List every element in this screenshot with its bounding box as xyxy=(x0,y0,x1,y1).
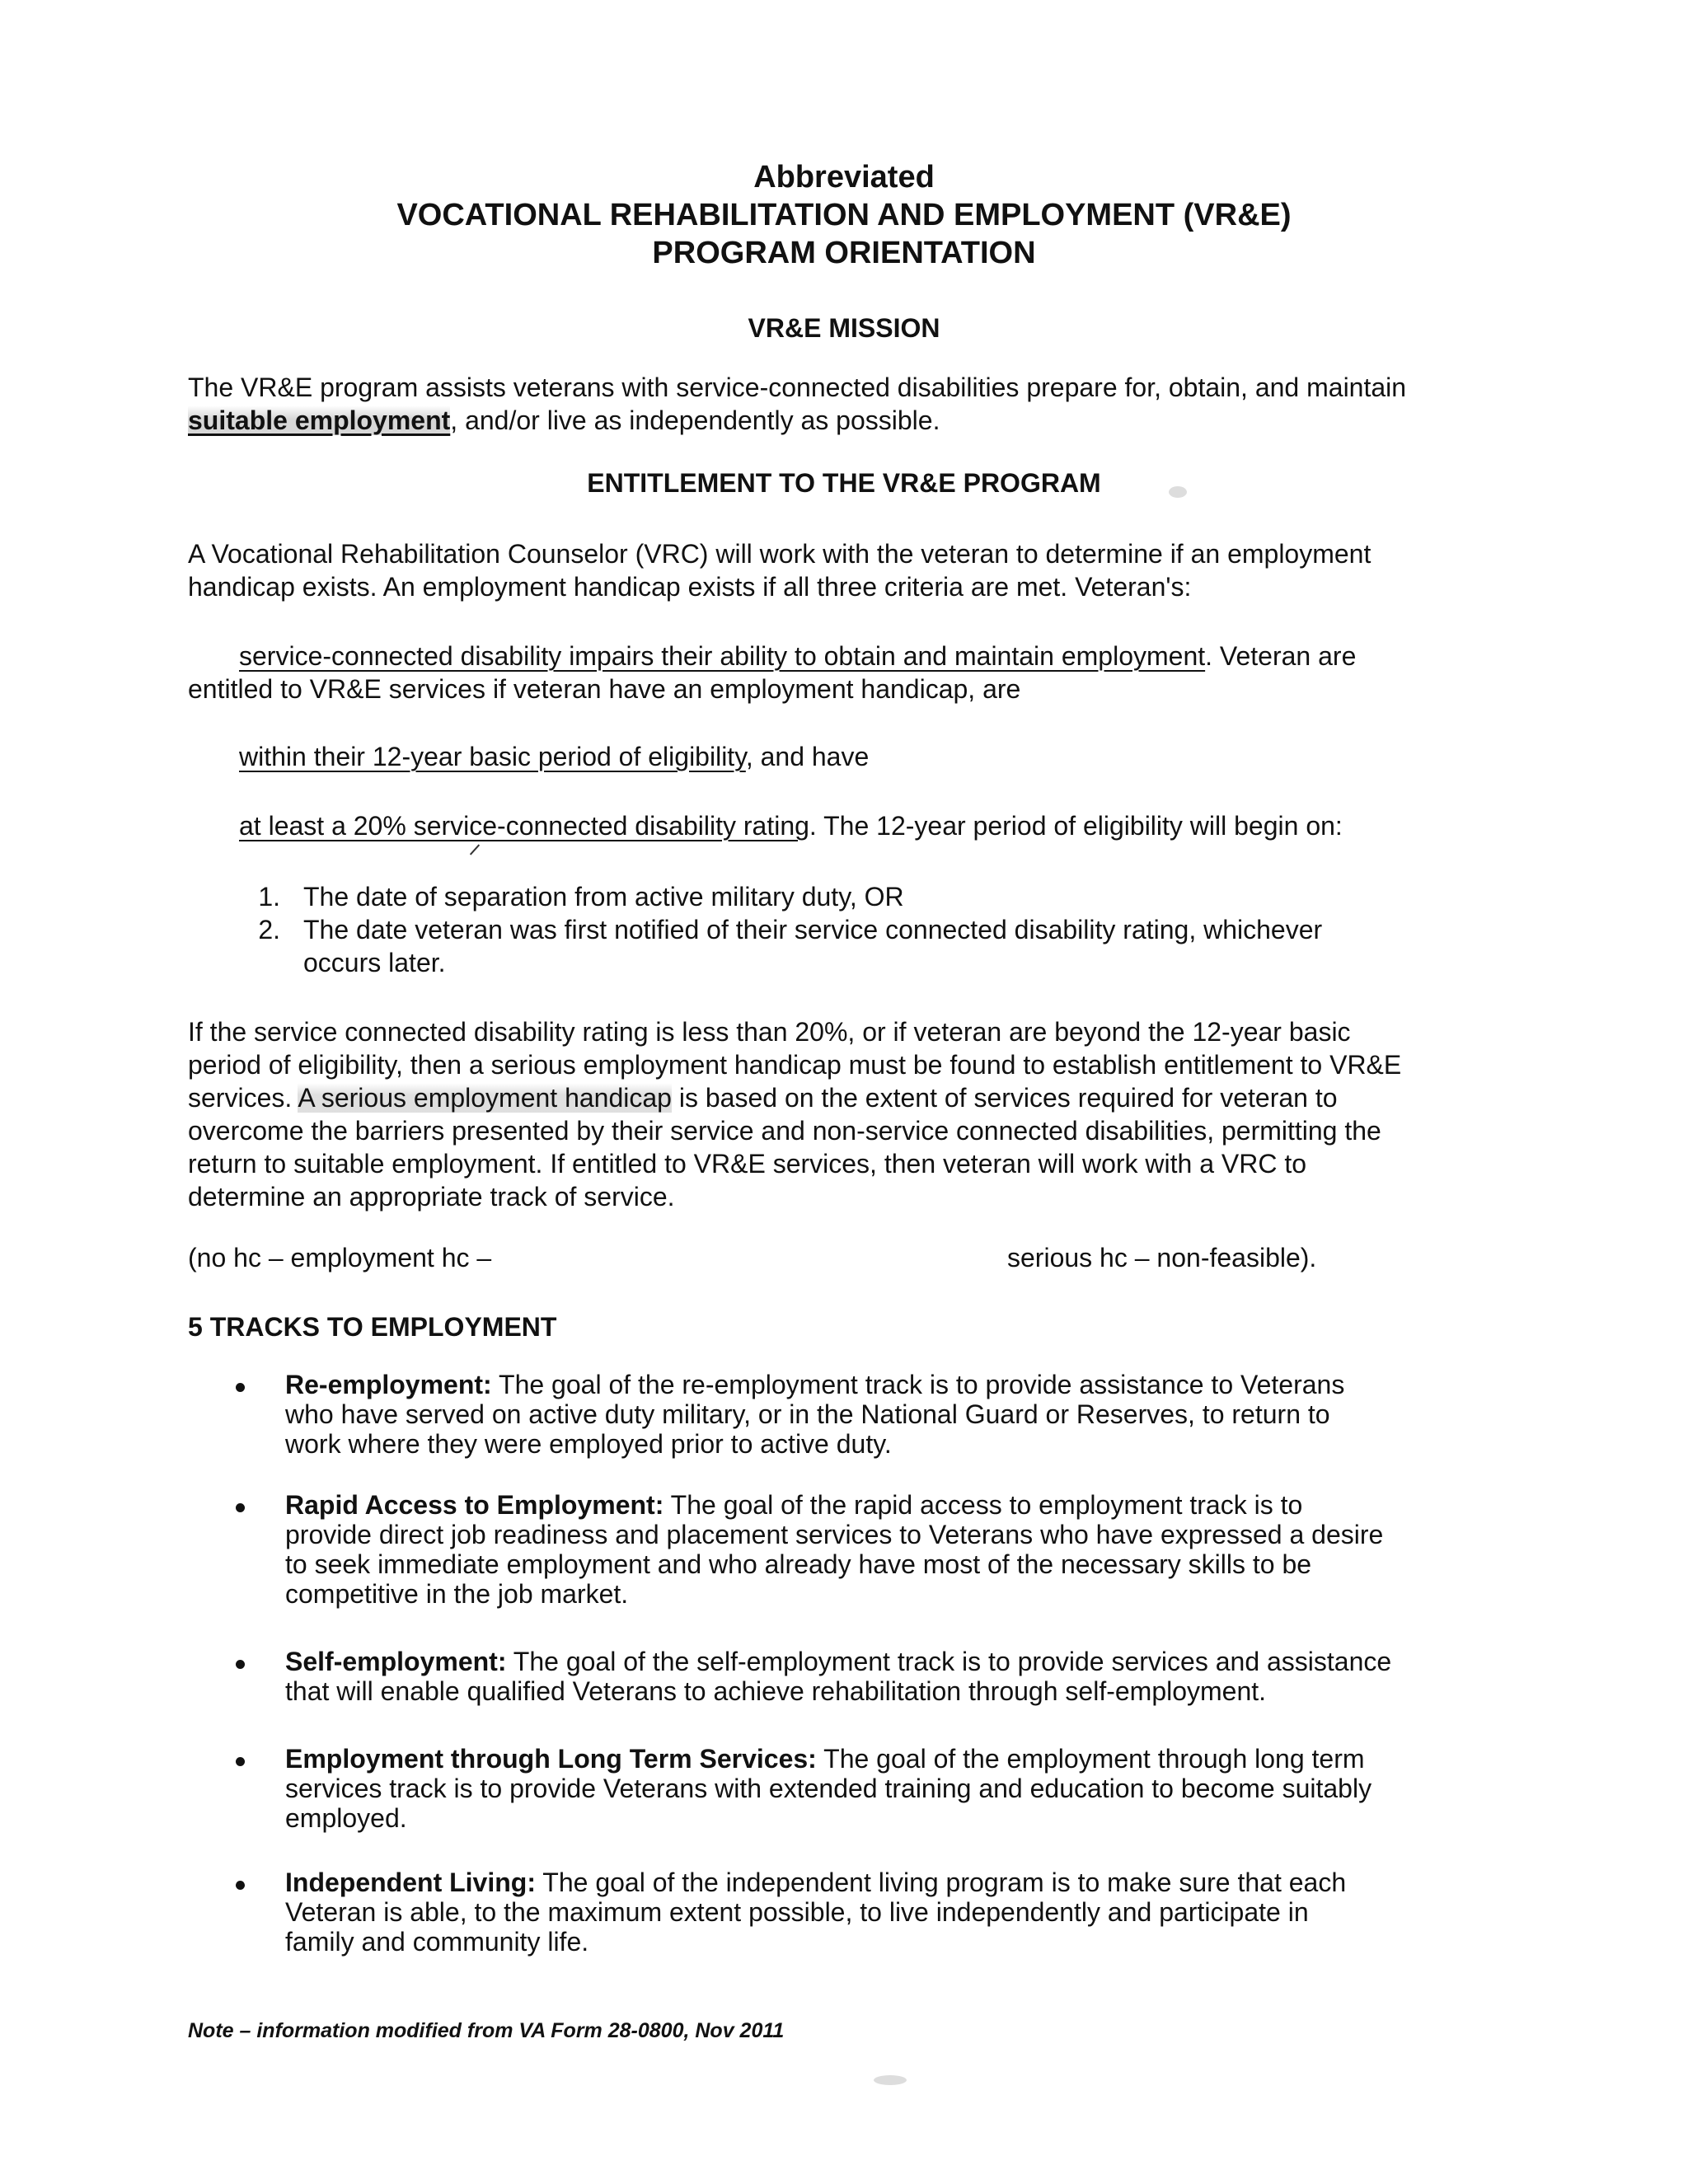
criterion-1-rest: . Veteran are xyxy=(1205,641,1357,671)
suitable-employment-highlight: suitable employment xyxy=(188,405,451,435)
serious-line-5: return to suitable employment. If entitled to VR&E services, then veteran will work with a VRC to xyxy=(188,1149,1307,1179)
track-line-2: services track is to provide Veterans with extended training and education to become suitably xyxy=(285,1774,1372,1803)
track-line-3: to seek immediate employment and who already have most of the necessary skills to be xyxy=(285,1549,1312,1579)
serious-line-1: If the service connected disability rating is less than 20%, or if veteran are beyond the 12-year basic xyxy=(188,1017,1351,1047)
list-item xyxy=(239,880,1475,913)
document-title xyxy=(0,158,1688,272)
criterion-2-line xyxy=(188,740,1474,773)
title-line-1: Abbreviated xyxy=(753,160,935,194)
track-line-3: family and community life. xyxy=(285,1927,589,1957)
mission-heading: VR&E MISSION xyxy=(748,313,940,343)
bullet-icon xyxy=(236,1757,245,1766)
serious-line-3-start: services. xyxy=(188,1083,298,1113)
bullet-icon xyxy=(236,1383,245,1392)
track-line-2: who have served on active duty military, or in the National Guard or Reserves, to return to xyxy=(285,1399,1330,1429)
bullet-icon xyxy=(236,1881,245,1890)
track-line-1: The goal of the independent living program is to make sure that each xyxy=(535,1868,1347,1897)
serious-line-3-rest: is based on the extent of services required for veteran to xyxy=(671,1083,1338,1113)
track-line-2: Veteran is able, to the maximum extent possible, to live independently and participate in xyxy=(285,1897,1309,1927)
criterion-3 xyxy=(188,809,1474,842)
title-line-3: PROGRAM ORIENTATION xyxy=(652,236,1036,270)
track-line-1: The goal of the self-employment track is to provide services and assistance xyxy=(506,1647,1392,1676)
criterion-3-line xyxy=(188,809,1474,842)
serious-line-2: period of eligibility, then a serious employment handicap must be found to establish entitlement to VR&E xyxy=(188,1050,1402,1080)
scan-artifact xyxy=(1169,486,1187,498)
criterion-1-line-2: entitled to VR&E services if veteran have an employment handicap, are xyxy=(188,674,1021,704)
track-text xyxy=(285,1490,1489,1609)
criterion-1-underlined: service-connected disability impairs their ability to obtain and maintain employment xyxy=(239,641,1206,671)
handicap-scale-left: (no hc – employment hc – xyxy=(188,1243,492,1272)
track-line-1: The goal of the re-employment track is to provide assistance to Veterans xyxy=(491,1370,1345,1399)
track-line-4: competitive in the job market. xyxy=(285,1579,629,1609)
entitlement-heading: ENTITLEMENT TO THE VR&E PROGRAM xyxy=(587,468,1101,498)
tracks-heading: 5 TRACKS TO EMPLOYMENT xyxy=(188,1312,557,1342)
criterion-2-rest: , and have xyxy=(745,742,870,771)
criterion-2 xyxy=(188,740,1474,773)
title-line-2: VOCATIONAL REHABILITATION AND EMPLOYMENT (VR&E) xyxy=(396,198,1292,232)
serious-line-3 xyxy=(188,1081,1474,1114)
track-line-3: work where they were employed prior to active duty. xyxy=(285,1429,892,1459)
criterion-1 xyxy=(188,640,1474,705)
list-item-number: 1. xyxy=(258,882,280,912)
track-text xyxy=(285,1647,1489,1706)
track-text xyxy=(285,1370,1489,1459)
mission-line-2-rest: , and/or live as independently as possible. xyxy=(450,405,940,435)
mission-line-2 xyxy=(188,404,1474,437)
track-label: Independent Living: xyxy=(285,1868,536,1897)
track-text xyxy=(285,1744,1489,1833)
track-line-1: The goal of the employment through long term xyxy=(816,1744,1365,1774)
mission-line-1: The VR&E program assists veterans with service-connected disabilities prepare for, obtain, and maintain xyxy=(188,373,1407,402)
track-line-1: The goal of the rapid access to employment track is to xyxy=(663,1490,1303,1520)
track-line-3: employed. xyxy=(285,1803,407,1833)
criterion-3-rest: . The 12-year period of eligibility will begin on: xyxy=(809,811,1343,841)
entitlement-intro-line-1: A Vocational Rehabilitation Counselor (VRC) will work with the veteran to determine if an employment xyxy=(188,539,1372,569)
serious-line-4: overcome the barriers presented by their service and non-service connected disabilities, permitting the xyxy=(188,1116,1381,1146)
track-line-2: provide direct job readiness and placement services to Veterans who have expressed a desire xyxy=(285,1520,1384,1549)
track-label: Employment through Long Term Services: xyxy=(285,1744,817,1774)
source-note: Note – information modified from VA Form 28-0800, Nov 2011 xyxy=(188,2019,785,2042)
list-item xyxy=(239,913,1475,979)
serious-employment-handicap-highlight: A serious employment handicap xyxy=(298,1083,672,1113)
track-label: Self-employment: xyxy=(285,1647,507,1676)
criterion-1-line-1 xyxy=(188,640,1474,673)
bullet-icon xyxy=(236,1503,245,1512)
entitlement-intro xyxy=(188,537,1474,603)
bullet-icon xyxy=(236,1660,245,1669)
track-text xyxy=(285,1868,1489,1957)
track-label: Rapid Access to Employment: xyxy=(285,1490,664,1520)
criterion-2-underlined: within their 12-year basic period of eligibility xyxy=(239,742,746,771)
serious-line-6: determine an appropriate track of service. xyxy=(188,1182,675,1212)
track-label: Re-employment: xyxy=(285,1370,492,1399)
track-line-2: that will enable qualified Veterans to achieve rehabilitation through self-employment. xyxy=(285,1676,1267,1706)
list-item-text-continued: occurs later. xyxy=(303,948,446,977)
handicap-scale-right: serious hc – non-feasible). xyxy=(1007,1243,1317,1272)
list-item-number: 2. xyxy=(258,915,280,944)
scan-artifact xyxy=(874,2075,907,2085)
pen-tick-mark xyxy=(470,844,480,855)
serious-handicap-paragraph xyxy=(188,1015,1474,1213)
entitlement-intro-line-2: handicap exists. An employment handicap exists if all three criteria are met. Veteran's: xyxy=(188,572,1192,602)
mission-paragraph xyxy=(188,371,1474,437)
list-item-text: The date of separation from active military duty, OR xyxy=(303,882,904,912)
list-item-text: The date veteran was first notified of their service connected disability rating, whichever xyxy=(303,915,1323,944)
criterion-3-underlined: at least a 20% service-connected disability rating xyxy=(239,811,809,841)
